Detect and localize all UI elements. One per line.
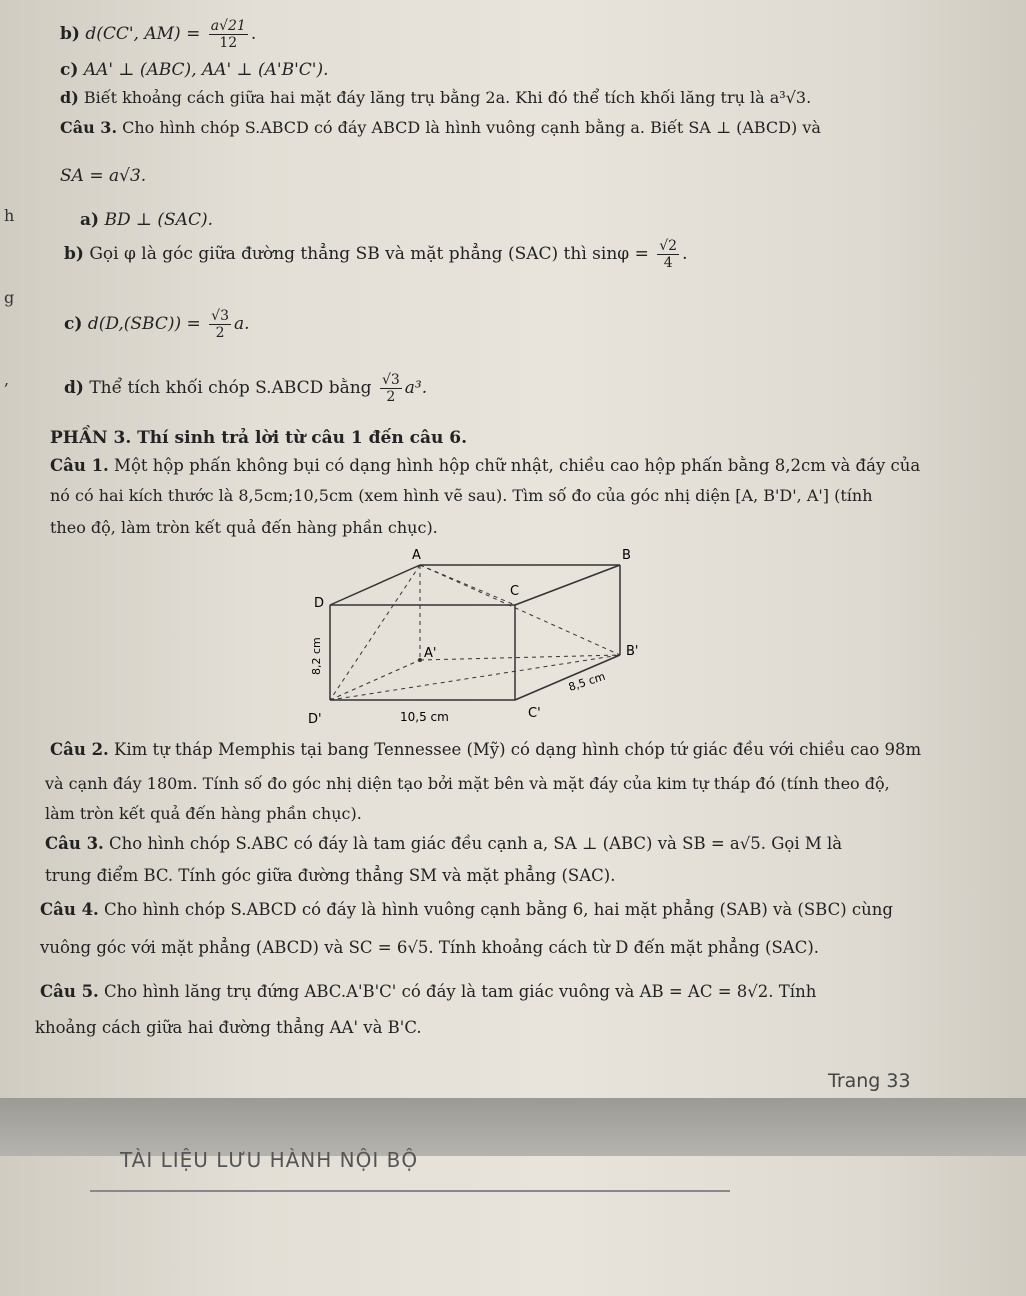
- question-text: Cho hình chóp S.ABCD có đáy là hình vuông cạnh bằng 6, hai mặt phẳng (SAB) và (SBC) cùng: [104, 900, 893, 919]
- denominator: 12: [219, 35, 238, 51]
- margin-mark: ,: [4, 370, 10, 389]
- page-number: Trang 33: [828, 1070, 911, 1092]
- denominator: 2: [386, 389, 396, 405]
- math-tail: a.: [234, 314, 250, 334]
- question-title: Câu 1.: [50, 456, 109, 475]
- item-d: [60, 88, 811, 107]
- denominator: 4: [663, 255, 673, 271]
- cau3-b: [64, 238, 687, 271]
- margin-mark: g: [4, 288, 15, 307]
- q5-line2: khoảng cách giữa hai đường thẳng AA' và B'C.: [35, 1018, 422, 1037]
- question-title: Câu 4.: [40, 900, 99, 919]
- question-text: Cho hình chóp S.ABC có đáy là tam giác đều cạnh a, SA ⊥ (ABC) và SB = a√5. Gọi M là: [109, 834, 843, 853]
- question-title: Câu 3.: [45, 834, 104, 853]
- box-figure: [300, 545, 680, 734]
- denominator: 2: [215, 325, 225, 341]
- label-B1: B': [626, 644, 639, 659]
- item-text: Thể tích khối chóp S.ABCD bằng: [89, 378, 372, 398]
- item-c: [60, 60, 329, 80]
- item-label: c): [60, 60, 79, 80]
- numerator: √3: [211, 308, 229, 324]
- label-A1: A': [424, 646, 437, 661]
- edge-A1B1: [420, 655, 620, 660]
- question-text: Cho hình chóp S.ABCD có đáy ABCD là hình vuông cạnh bằng a. Biết SA ⊥ (ABCD) và: [122, 118, 821, 137]
- math-expr: d(D,(SBC)) =: [87, 314, 201, 334]
- question-title: Câu 2.: [50, 740, 109, 759]
- numerator: √3: [381, 372, 400, 388]
- fraction: [380, 372, 402, 405]
- cau3-line2: SA = a√3.: [60, 166, 147, 186]
- dim-width: 8,5 cm: [566, 669, 607, 694]
- segment-AB1: [420, 565, 620, 655]
- q3-line2: trung điểm BC. Tính góc giữa đường thẳng SM và mặt phẳng (SAC).: [45, 866, 616, 885]
- label-A: A: [412, 548, 421, 563]
- segment-AC: [420, 565, 515, 605]
- item-label: c): [64, 314, 83, 334]
- q4-line2: vuông góc với mặt phẳng (ABCD) và SC = 6√5. Tính khoảng cách từ D đến mặt phẳng (SAC).: [40, 938, 820, 957]
- question-title: Câu 5.: [40, 982, 99, 1001]
- fraction: [209, 18, 248, 51]
- item-text: Biết khoảng cách giữa hai mặt đáy lăng trụ bằng 2a. Khi đó thể tích khối lăng trụ là a³√3.: [83, 88, 812, 107]
- label-C1: C': [528, 706, 541, 721]
- label-D: D: [314, 596, 325, 611]
- q3-line1: [45, 834, 842, 853]
- point-A1: [418, 658, 422, 662]
- q2-line2: và cạnh đáy 180m. Tính số đo góc nhị diện tạo bởi mặt bên và mặt đáy của kim tự tháp đó (tính theo độ,: [45, 774, 890, 793]
- math-tail: a³.: [404, 378, 428, 398]
- margin-mark: h: [4, 206, 15, 225]
- numerator: a√21: [210, 18, 246, 34]
- cau3-line1: [60, 118, 821, 137]
- label-B: B: [622, 548, 631, 563]
- question-text: Cho hình lăng trụ đứng ABC.A'B'C' có đáy là tam giác vuông và AB = AC = 8√2. Tính: [104, 982, 817, 1001]
- numerator: √2: [659, 238, 678, 254]
- label-D1: D': [308, 712, 322, 727]
- math-tail: .: [250, 24, 257, 44]
- box-diagram: [300, 545, 680, 730]
- cau3-a: [80, 210, 213, 230]
- edge-CB: [515, 565, 620, 605]
- q1-line1: [50, 456, 920, 475]
- item-label: b): [60, 24, 80, 44]
- fraction: [657, 238, 679, 271]
- label-C: C: [510, 584, 520, 599]
- part3-heading: PHẦN 3. Thí sinh trả lời từ câu 1 đến câu 6.: [50, 428, 468, 448]
- math-expr: AA' ⊥ (ABC), AA' ⊥ (A'B'C').: [83, 60, 329, 80]
- item-label: d): [64, 378, 84, 398]
- math-expr: BD ⊥ (SAC).: [104, 210, 213, 230]
- math-tail: .: [682, 244, 688, 264]
- question-title: Câu 3.: [60, 118, 118, 137]
- q5-line1: [40, 982, 816, 1001]
- footer-rule: [90, 1190, 730, 1192]
- math-expr: d(CC', AM) =: [85, 24, 201, 44]
- dim-height: 8,2 cm: [310, 637, 323, 675]
- q4-line1: [40, 900, 893, 919]
- q2-line1: [50, 740, 921, 759]
- question-text: Kim tự tháp Memphis tại bang Tennessee (Mỹ) có dạng hình chóp tứ giác đều với chiều cao 98m: [114, 740, 922, 759]
- q1-line3: theo độ, làm tròn kết quả đến hàng phần chục).: [50, 518, 438, 537]
- item-text: Gọi φ là góc giữa đường thẳng SB và mặt phẳng (SAC) thì sinφ =: [89, 244, 649, 264]
- item-b: [60, 18, 256, 51]
- cau3-d: [64, 372, 427, 405]
- q2-line3: làm tròn kết quả đến hàng phần chục).: [45, 804, 362, 823]
- item-label: a): [80, 210, 100, 230]
- item-label: d): [60, 88, 79, 107]
- fraction: [209, 308, 231, 341]
- footer-brand: TÀI LIỆU LƯU HÀNH NỘI BỘ: [120, 1148, 419, 1172]
- cau3-c: [64, 308, 250, 341]
- q1-line2: nó có hai kích thước là 8,5cm;10,5cm (xem hình vẽ sau). Tìm số đo của góc nhị diện [A, B'D', A'] (tính: [50, 486, 873, 505]
- item-label: b): [64, 244, 84, 264]
- question-text: Một hộp phấn không bụi có dạng hình hộp chữ nhật, chiều cao hộp phấn bằng 8,2cm và đáy của: [114, 456, 921, 475]
- dim-length: 10,5 cm: [400, 710, 449, 724]
